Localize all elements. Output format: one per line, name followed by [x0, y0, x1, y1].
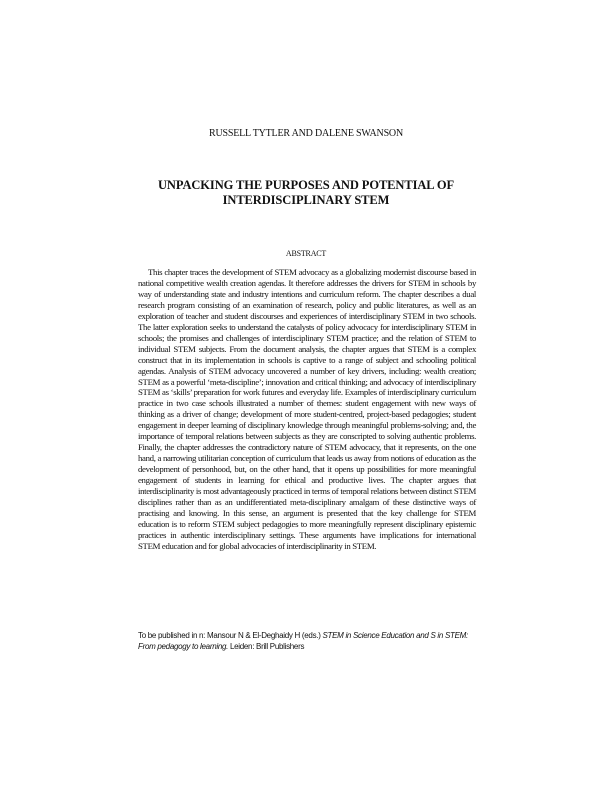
- publication-note-prefix: To be published in n: Mansour N & El-Deghaidy H (eds.): [138, 631, 323, 640]
- author-names: RUSSELL TYTLER AND DALENE SWANSON: [209, 128, 403, 139]
- publication-note-suffix: Leiden: Brill Publishers: [228, 642, 305, 651]
- publication-note: [138, 630, 480, 652]
- abstract-heading: ABSTRACT: [285, 249, 327, 258]
- abstract-text: This chapter traces the development of STEM advocacy as a globalizing modernist discourse based in national competitive wealth creation agendas. It therefore addresses the drivers for STEM in schools by way of understanding state and industry intentions and curriculum reform. The chapter describes a dual research program consisting of an examination of research, policy and public literatures, as well as an exploration of teacher and student discourses and experiences of interdisciplinary STEM in two schools. The latter exploration seeks to understand the catalysts of policy advocacy for interdisciplinary STEM in schools; the promises and challenges of interdisciplinary STEM practice; and the relation of STEM to individual STEM subjects. From the document analysis, the chapter argues that STEM is a complex construct that in its implementation in schools is captive to a range of subject and schooling political agendas. Analysis of STEM advocacy uncovered a number of key drivers, including: wealth creation; STEM as a powerful ‘meta-discipline’; innovation and critical thinking; and advocacy of interdisciplinary STEM as ‘skills’ preparation for work futures and everyday life. Examples of interdisciplinary curriculum practice in two case schools illustrated a number of themes: student engagement with new ways of thinking as a driver of change; development of more student-centred, project-based pedagogies; student engagement in deeper learning of disciplinary knowledge through meaningful problems-solving; and, the importance of temporal relations between subjects as they are conscripted to solving authentic problems. Finally, the chapter addresses the contradictory nature of STEM advocacy, that it represents, on the one hand, a narrowing utilitarian conception of curriculum that leads us away from notions of education as the development of personhood, but, on the other hand, that it opens up possibilities for more meaningful engagement of students in learning for ethical and productive lives. The chapter argues that interdisciplinarity is most advantageously practiced in terms of temporal relations between distinct STEM disciplines rather than as an undifferentiated meta-disciplinary amalgam of these distinctive ways of practising and knowing. In this sense, an argument is presented that the key challenge for STEM education is to reform STEM subject pedagogies to more meaningfully represent disciplinary epistemic practices in authentic interdisciplinary settings. These arguments have implications for international STEM education and for global advocacies of interdisciplinarity in STEM.: [138, 267, 476, 551]
- chapter-title-line-2: INTERDISCIPLINARY STEM: [222, 193, 390, 207]
- chapter-title: [140, 178, 472, 208]
- chapter-title-line-1: UNPACKING THE PURPOSES AND POTENTIAL OF: [157, 178, 455, 192]
- publication-book-title: STEM in Science Education and S in STEM: From pedagogy to learning.: [138, 631, 468, 651]
